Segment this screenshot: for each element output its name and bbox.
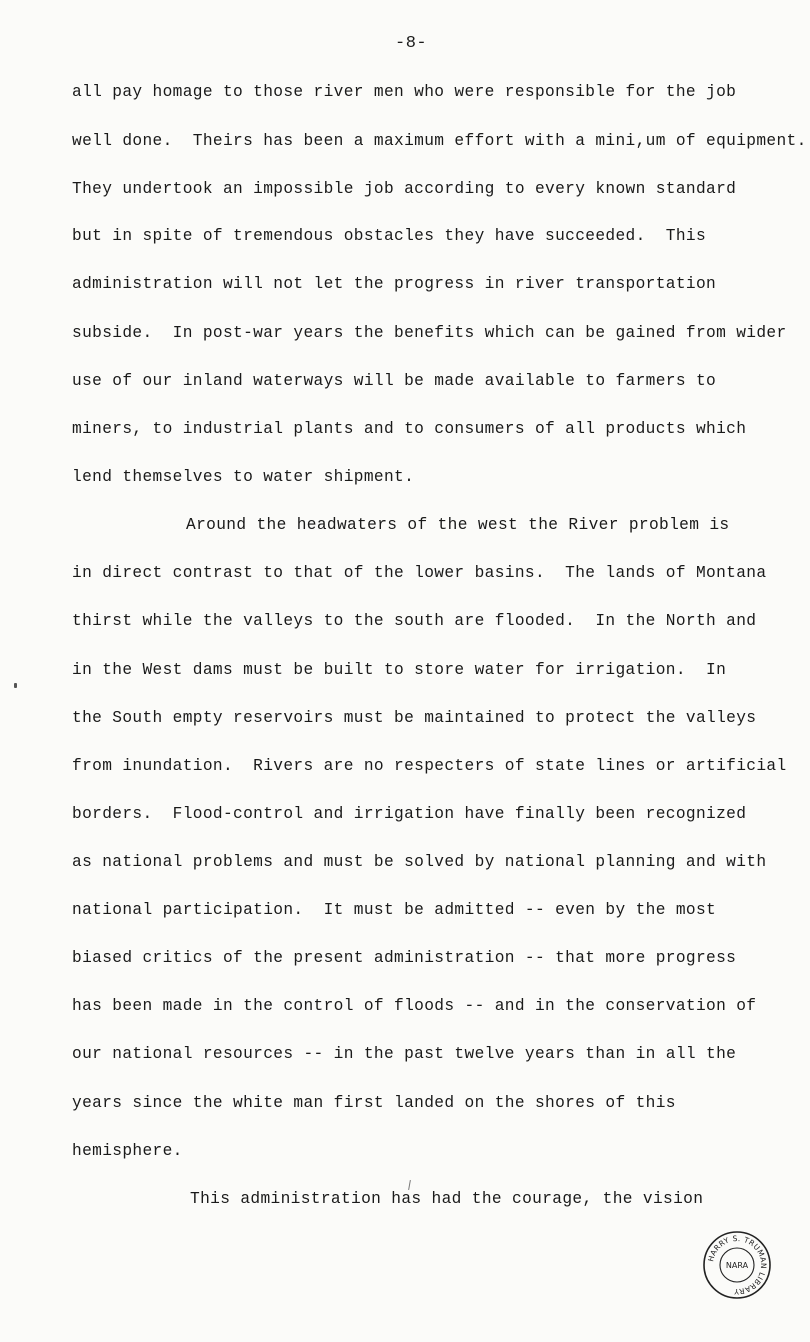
svg-text:HARRY S. TRUMAN LIBRARY: HARRY S. TRUMAN LIBRARY	[706, 1233, 769, 1297]
text-line: Around the headwaters of the west the River problem is	[186, 516, 730, 534]
text-line: biased critics of the present administration -- that more progress	[72, 949, 737, 967]
text-line: thirst while the valleys to the south are flooded. In the North and	[72, 612, 757, 630]
page-number: -8-	[395, 34, 428, 53]
text-line: subside. In post-war years the benefits which can be gained from wider	[72, 324, 787, 342]
text-line: hemisphere.	[72, 1142, 183, 1160]
text-line: the South empty reservoirs must be maintained to protect the valleys	[72, 709, 757, 727]
svg-text:NARA: NARA	[725, 1261, 749, 1270]
text-line: in the West dams must be built to store water for irrigation. In	[72, 661, 727, 679]
text-line: well done. Theirs has been a maximum effort with a mini,um of equipment.	[72, 132, 807, 150]
text-line: our national resources -- in the past twelve years than in all the	[72, 1045, 737, 1063]
text-line: administration will not let the progress in river transportation	[72, 275, 717, 293]
text-line: miners, to industrial plants and to consumers of all products which	[72, 420, 747, 438]
text-line: all pay homage to those river men who were responsible for the job	[72, 83, 737, 101]
text-line: as national problems and must be solved by national planning and with	[72, 853, 767, 871]
text-line: years since the white man first landed on the shores of this	[72, 1094, 676, 1112]
text-line: in direct contrast to that of the lower basins. The lands of Montana	[72, 564, 767, 582]
text-line: They undertook an impossible job according to every known standard	[72, 180, 737, 198]
text-line: from inundation. Rivers are no respecters of state lines or artificial	[72, 757, 787, 775]
stray-ink-mark	[408, 1180, 411, 1190]
text-line: This administration has had the courage, the vision	[190, 1190, 704, 1208]
text-line: borders. Flood-control and irrigation have finally been recognized	[72, 805, 747, 823]
stray-ink-mark	[14, 683, 17, 688]
text-line: national participation. It must be admitted -- even by the most	[72, 901, 717, 919]
text-line: but in spite of tremendous obstacles they have succeeded. This	[72, 227, 707, 245]
text-line: use of our inland waterways will be made available to farmers to	[72, 372, 717, 390]
text-line: has been made in the control of floods -- and in the conservation of	[72, 997, 757, 1015]
text-line: lend themselves to water shipment.	[72, 468, 415, 486]
library-stamp-seal	[702, 1230, 772, 1300]
